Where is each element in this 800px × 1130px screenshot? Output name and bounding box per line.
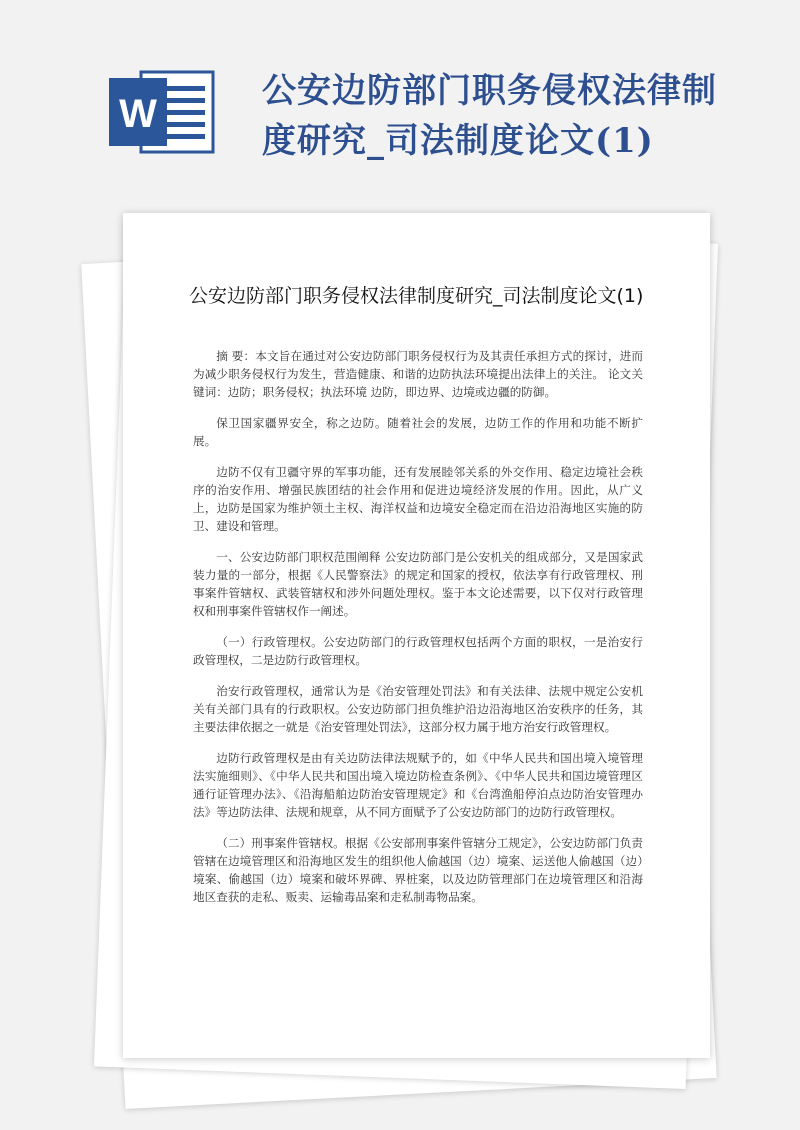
word-logo-letter: W: [119, 92, 157, 136]
header-title: 公安边防部门职务侵权法律制度研究_司法制度论文(1): [262, 71, 717, 161]
document-title: 公安边防部门职务侵权法律制度研究_司法制度论文(1): [189, 285, 644, 307]
paragraph-abstract: 摘 要：本文旨在通过对公安边防部门职务侵权行为及其责任承担方式的探讨，进而为减少职务侵权行为发生，营造健康、和谐的边防执法环境提出法律上的关注。 论文关键词：边防；职务侵权；执法环境 边防，即边界、边境或边疆的防御。: [193, 349, 643, 399]
paragraph: 边防不仅有卫疆守界的军事功能，还有发展睦邻关系的外交作用、稳定边境社会秩序的治安作用、增强民族团结的社会作用和促进边境经济发展的作用。因此，从广义上，边防是国家为维护领土主权、海洋权益和边境安全稳定而在沿边沿海地区实施的防卫、建设和管理。: [193, 465, 643, 533]
paragraph: 保卫国家疆界安全，称之边防。随着社会的发展，边防工作的作用和功能不断扩展。: [193, 416, 643, 448]
paragraph: 一、公安边防部门职权范围阐释 公安边防部门是公安机关的组成部分，又是国家武装力量的一部分，根据《人民警察法》的规定和国家的授权，依法享有行政管理权、刑事案件管辖权、武装管辖权和涉外问题处理权。鉴于本文论述需要，以下仅对行政管理权和刑事案件管辖权作一阐述。: [193, 550, 643, 618]
paragraph: 边防行政管理权是由有关边防法律法规赋予的，如《中华人民共和国出境入境管理法实施细则》、《中华人民共和国出境入境边防检查条例》、《中华人民共和国边境管理区通行证管理办法》、《沿海船舶边防治安管理规定》和《台湾渔船停泊点边防治安管理办法》等边防法律、法规和规章，从不同方面赋予了公安边防部门的边防行政管理权。: [193, 751, 643, 819]
paragraph: （一）行政管理权。公安边防部门的行政管理权包括两个方面的职权，一是治安行政管理权，二是边防行政管理权。: [193, 635, 643, 667]
document-body: [193, 347, 643, 919]
paragraph: （二）刑事案件管辖权。根据《公安部刑事案件管辖分工规定》，公安边防部门负责管辖在边境管理区和沿海地区发生的组织他人偷越国（边）境案、运送他人偷越国（边）境案、偷越国（边）境案和破坏界碑、界桩案，以及边防管理部门在边境管理区和沿海地区查获的走私、贩卖、运输毒品案和走私制毒物品案。: [193, 836, 643, 904]
document-page: [123, 213, 710, 1058]
word-document-icon: [107, 66, 217, 158]
paragraph: 治安行政管理权，通常认为是《治安管理处罚法》和有关法律、法规中规定公安机关有关部门具有的行政职权。公安边防部门担负维护沿边沿海地区治安秩序的任务，其主要法律依据之一就是《治安管理处罚法》，这部分权力属于地方治安行政管理权。: [193, 684, 643, 734]
